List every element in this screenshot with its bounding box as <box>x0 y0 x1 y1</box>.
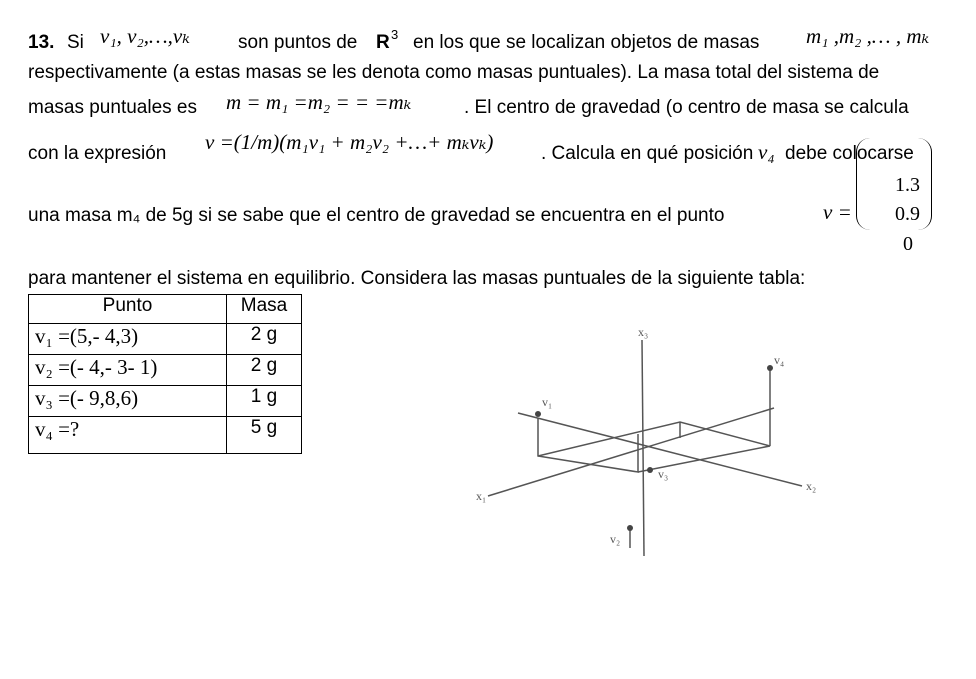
v1-label: v₁ <box>542 395 553 409</box>
mass-v1: 2 g <box>227 324 302 355</box>
v2-label: v₂ <box>610 532 621 546</box>
line-3-end: . El centro de gravedad (o centro de masa se calcula <box>464 97 909 118</box>
vector-component-3: 0 <box>903 233 913 255</box>
si-text: Si <box>67 32 84 53</box>
problem-number: 13. <box>28 32 55 53</box>
point-v2: v₂ =(- 4,- 3- 1) <box>35 355 158 379</box>
table-header-row <box>29 295 302 324</box>
vector-component-1: 1.3 <box>895 174 920 196</box>
intro-text: son puntos de <box>238 32 358 53</box>
header-punto: Punto <box>29 295 227 324</box>
r-exponent: 3 <box>391 27 399 42</box>
v4-label-figure: v₄ <box>774 353 785 367</box>
r-symbol: R <box>376 32 390 53</box>
table-row <box>29 324 302 355</box>
masses-table <box>28 294 302 454</box>
mass-v4: 5 g <box>227 417 302 454</box>
masses-list: m₁ ,m₂ ,… , mₖ <box>806 24 930 48</box>
point-masses-figure <box>470 318 830 563</box>
header-masa: Masa <box>227 295 302 324</box>
line-2: respectivamente (a estas masas se les denota como masas puntuales). La masa total del sistema de <box>28 62 880 83</box>
line-4-end: . Calcula en qué posición <box>541 143 754 164</box>
line-5: una masa m₄ de 5g si se sabe que el centro de gravedad se encuentra en el punto <box>28 205 725 226</box>
v1-projection <box>538 418 638 472</box>
plane-rectangle <box>538 422 770 472</box>
x3-label: x₃ <box>638 325 649 339</box>
x2-label: x₂ <box>806 479 817 493</box>
v-equals: v = <box>823 200 852 224</box>
v4-label: v₄ <box>758 140 775 164</box>
x1-label: x₁ <box>476 489 487 503</box>
point-v4-marker <box>767 365 773 371</box>
cg-vector-brackets <box>856 138 932 230</box>
line-4-start: con la expresión <box>28 143 167 164</box>
mass-v2: 2 g <box>227 355 302 386</box>
table-row <box>29 417 302 454</box>
vectors-list: v₁, v₂,…,vₖ <box>100 24 190 48</box>
masses-intro-text: en los que se localizan objetos de masas <box>413 32 760 53</box>
point-v2-marker <box>627 525 633 531</box>
v3-label: v₃ <box>658 467 669 481</box>
vector-component-2: 0.9 <box>895 203 920 225</box>
mass-v3: 1 g <box>227 386 302 417</box>
point-v1-marker <box>535 411 541 417</box>
point-v1: v₁ =(5,- 4,3) <box>35 324 139 348</box>
center-of-gravity-formula: v =(1/m)(m₁v₁ + m₂v₂ +…+ mₖvₖ) <box>205 130 494 154</box>
point-v4: v₄ =? <box>35 417 80 441</box>
point-v3: v₃ =(- 9,8,6) <box>35 386 139 410</box>
line-6: para mantener el sistema en equilibrio. Considera las masas puntuales de la siguiente tabla: <box>28 268 806 289</box>
table-row <box>29 386 302 417</box>
x1-axis <box>488 408 774 496</box>
line-4-tail: debe colocarse <box>785 143 914 164</box>
total-mass-formula: m = m₁ =m₂ = = =mₖ <box>226 90 412 114</box>
line-3-start: masas puntuales es <box>28 97 197 118</box>
table-row <box>29 355 302 386</box>
point-v3-marker <box>647 467 653 473</box>
